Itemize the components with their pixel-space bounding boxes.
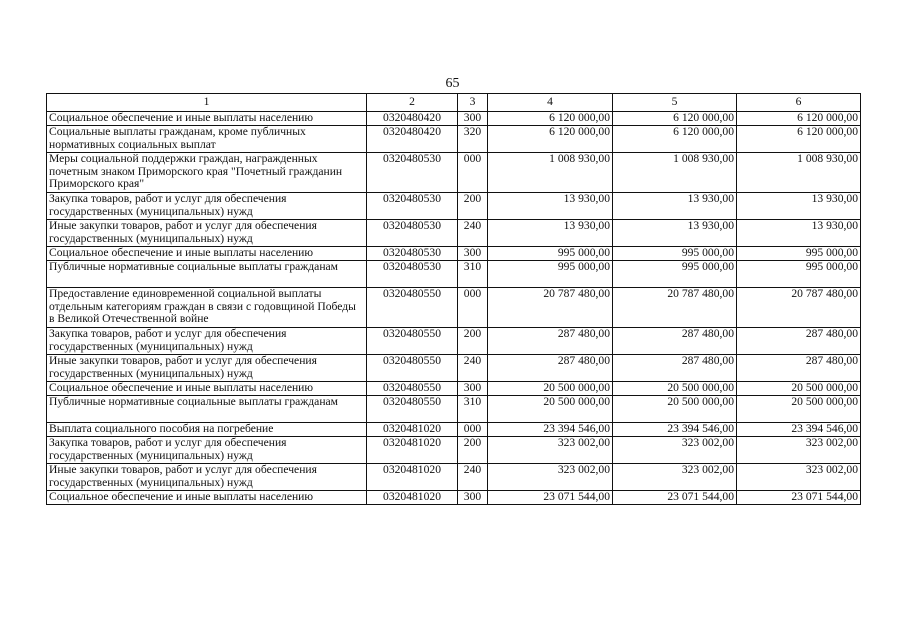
row-vr: 320: [458, 126, 488, 153]
row-amount-6: 287 480,00: [737, 355, 861, 382]
row-amount-5: 6 120 000,00: [613, 112, 737, 126]
row-name: Социальные выплаты гражданам, кроме публичных нормативных социальных выплат: [47, 126, 367, 153]
row-amount-4: 287 480,00: [488, 355, 613, 382]
row-csr: 0320480420: [367, 112, 458, 126]
table-row: [47, 193, 861, 220]
row-amount-6: 13 930,00: [737, 220, 861, 247]
row-vr: 000: [458, 288, 488, 328]
row-amount-5: 323 002,00: [613, 437, 737, 464]
row-amount-6: 995 000,00: [737, 261, 861, 288]
row-vr: 300: [458, 382, 488, 396]
row-amount-6: 20 500 000,00: [737, 382, 861, 396]
row-csr: 0320480530: [367, 247, 458, 261]
row-vr: 240: [458, 220, 488, 247]
row-name: Закупка товаров, работ и услуг для обеспечения государственных (муниципальных) нужд: [47, 437, 367, 464]
table-row: [47, 355, 861, 382]
budget-table: [46, 93, 861, 505]
row-name: Социальное обеспечение и иные выплаты населению: [47, 112, 367, 126]
column-header: 6: [737, 94, 861, 112]
row-vr: 240: [458, 355, 488, 382]
row-amount-6: 23 071 544,00: [737, 491, 861, 505]
row-name: Иные закупки товаров, работ и услуг для обеспечения государственных (муниципальных) нужд: [47, 355, 367, 382]
row-name: Социальное обеспечение и иные выплаты населению: [47, 382, 367, 396]
row-amount-6: 23 394 546,00: [737, 423, 861, 437]
row-amount-6: 995 000,00: [737, 247, 861, 261]
row-vr: 300: [458, 247, 488, 261]
row-amount-5: 287 480,00: [613, 355, 737, 382]
row-amount-4: 323 002,00: [488, 437, 613, 464]
table-row: [47, 464, 861, 491]
row-amount-4: 20 500 000,00: [488, 396, 613, 423]
row-amount-5: 20 787 480,00: [613, 288, 737, 328]
row-amount-5: 20 500 000,00: [613, 382, 737, 396]
header-row: [47, 94, 861, 112]
row-name: Закупка товаров, работ и услуг для обеспечения государственных (муниципальных) нужд: [47, 193, 367, 220]
row-vr: 200: [458, 437, 488, 464]
column-header: 4: [488, 94, 613, 112]
row-csr: 0320480550: [367, 382, 458, 396]
row-amount-5: 13 930,00: [613, 220, 737, 247]
table-row: [47, 153, 861, 193]
row-amount-5: 995 000,00: [613, 247, 737, 261]
row-amount-5: 20 500 000,00: [613, 396, 737, 423]
row-amount-5: 1 008 930,00: [613, 153, 737, 193]
row-amount-6: 13 930,00: [737, 193, 861, 220]
page-number: 65: [445, 76, 460, 91]
row-amount-4: 20 787 480,00: [488, 288, 613, 328]
row-csr: 0320480550: [367, 328, 458, 355]
row-amount-5: 13 930,00: [613, 193, 737, 220]
row-amount-6: 287 480,00: [737, 328, 861, 355]
row-amount-6: 20 787 480,00: [737, 288, 861, 328]
row-name: Публичные нормативные социальные выплаты гражданам: [47, 396, 367, 423]
row-csr: 0320480530: [367, 153, 458, 193]
row-csr: 0320480550: [367, 355, 458, 382]
row-amount-4: 20 500 000,00: [488, 382, 613, 396]
row-amount-4: 995 000,00: [488, 261, 613, 288]
row-name: Иные закупки товаров, работ и услуг для обеспечения государственных (муниципальных) нужд: [47, 220, 367, 247]
row-vr: 300: [458, 491, 488, 505]
table-row: [47, 220, 861, 247]
row-amount-4: 1 008 930,00: [488, 153, 613, 193]
column-header: 2: [367, 94, 458, 112]
row-name: Иные закупки товаров, работ и услуг для обеспечения государственных (муниципальных) нужд: [47, 464, 367, 491]
row-amount-5: 6 120 000,00: [613, 126, 737, 153]
row-amount-6: 323 002,00: [737, 437, 861, 464]
row-amount-4: 323 002,00: [488, 464, 613, 491]
row-amount-4: 13 930,00: [488, 220, 613, 247]
row-csr: 0320480530: [367, 220, 458, 247]
row-amount-6: 6 120 000,00: [737, 126, 861, 153]
row-name: Предоставление единовременной социальной выплаты отдельным категориям граждан в связи с годовщиной Победы в Великой Отечественной войне: [47, 288, 367, 328]
row-amount-6: 20 500 000,00: [737, 396, 861, 423]
row-name: Социальное обеспечение и иные выплаты населению: [47, 247, 367, 261]
column-header: 5: [613, 94, 737, 112]
row-vr: 300: [458, 112, 488, 126]
row-amount-4: 287 480,00: [488, 328, 613, 355]
row-amount-5: 995 000,00: [613, 261, 737, 288]
row-name: Закупка товаров, работ и услуг для обеспечения государственных (муниципальных) нужд: [47, 328, 367, 355]
row-amount-4: 13 930,00: [488, 193, 613, 220]
row-vr: 240: [458, 464, 488, 491]
row-vr: 000: [458, 423, 488, 437]
row-amount-5: 287 480,00: [613, 328, 737, 355]
table-row: [47, 112, 861, 126]
row-vr: 000: [458, 153, 488, 193]
row-amount-4: 6 120 000,00: [488, 126, 613, 153]
row-vr: 200: [458, 328, 488, 355]
column-header: 1: [47, 94, 367, 112]
row-csr: 0320480550: [367, 288, 458, 328]
row-vr: 310: [458, 261, 488, 288]
row-amount-4: 6 120 000,00: [488, 112, 613, 126]
row-name: Публичные нормативные социальные выплаты гражданам: [47, 261, 367, 288]
table-row: [47, 396, 861, 423]
row-amount-5: 323 002,00: [613, 464, 737, 491]
table-row: [47, 437, 861, 464]
row-amount-4: 995 000,00: [488, 247, 613, 261]
table-row: [47, 288, 861, 328]
row-name: Меры социальной поддержки граждан, награжденных почетным знаком Приморского края "Почетный гражданин Приморского края": [47, 153, 367, 193]
row-amount-5: 23 394 546,00: [613, 423, 737, 437]
row-amount-6: 6 120 000,00: [737, 112, 861, 126]
table-row: [47, 126, 861, 153]
row-amount-6: 1 008 930,00: [737, 153, 861, 193]
row-vr: 310: [458, 396, 488, 423]
row-csr: 0320481020: [367, 423, 458, 437]
row-csr: 0320481020: [367, 491, 458, 505]
row-vr: 200: [458, 193, 488, 220]
row-name: Социальное обеспечение и иные выплаты населению: [47, 491, 367, 505]
table-row: [47, 328, 861, 355]
row-amount-4: 23 394 546,00: [488, 423, 613, 437]
row-csr: 0320481020: [367, 437, 458, 464]
table-row: [47, 261, 861, 288]
row-csr: 0320480550: [367, 396, 458, 423]
row-csr: 0320480530: [367, 261, 458, 288]
row-amount-5: 23 071 544,00: [613, 491, 737, 505]
table-row: [47, 491, 861, 505]
row-amount-6: 323 002,00: [737, 464, 861, 491]
row-name: Выплата социального пособия на погребение: [47, 423, 367, 437]
row-csr: 0320480420: [367, 126, 458, 153]
row-csr: 0320481020: [367, 464, 458, 491]
table-row: [47, 247, 861, 261]
table-row: [47, 423, 861, 437]
table-row: [47, 382, 861, 396]
column-header: 3: [458, 94, 488, 112]
row-amount-4: 23 071 544,00: [488, 491, 613, 505]
row-csr: 0320480530: [367, 193, 458, 220]
